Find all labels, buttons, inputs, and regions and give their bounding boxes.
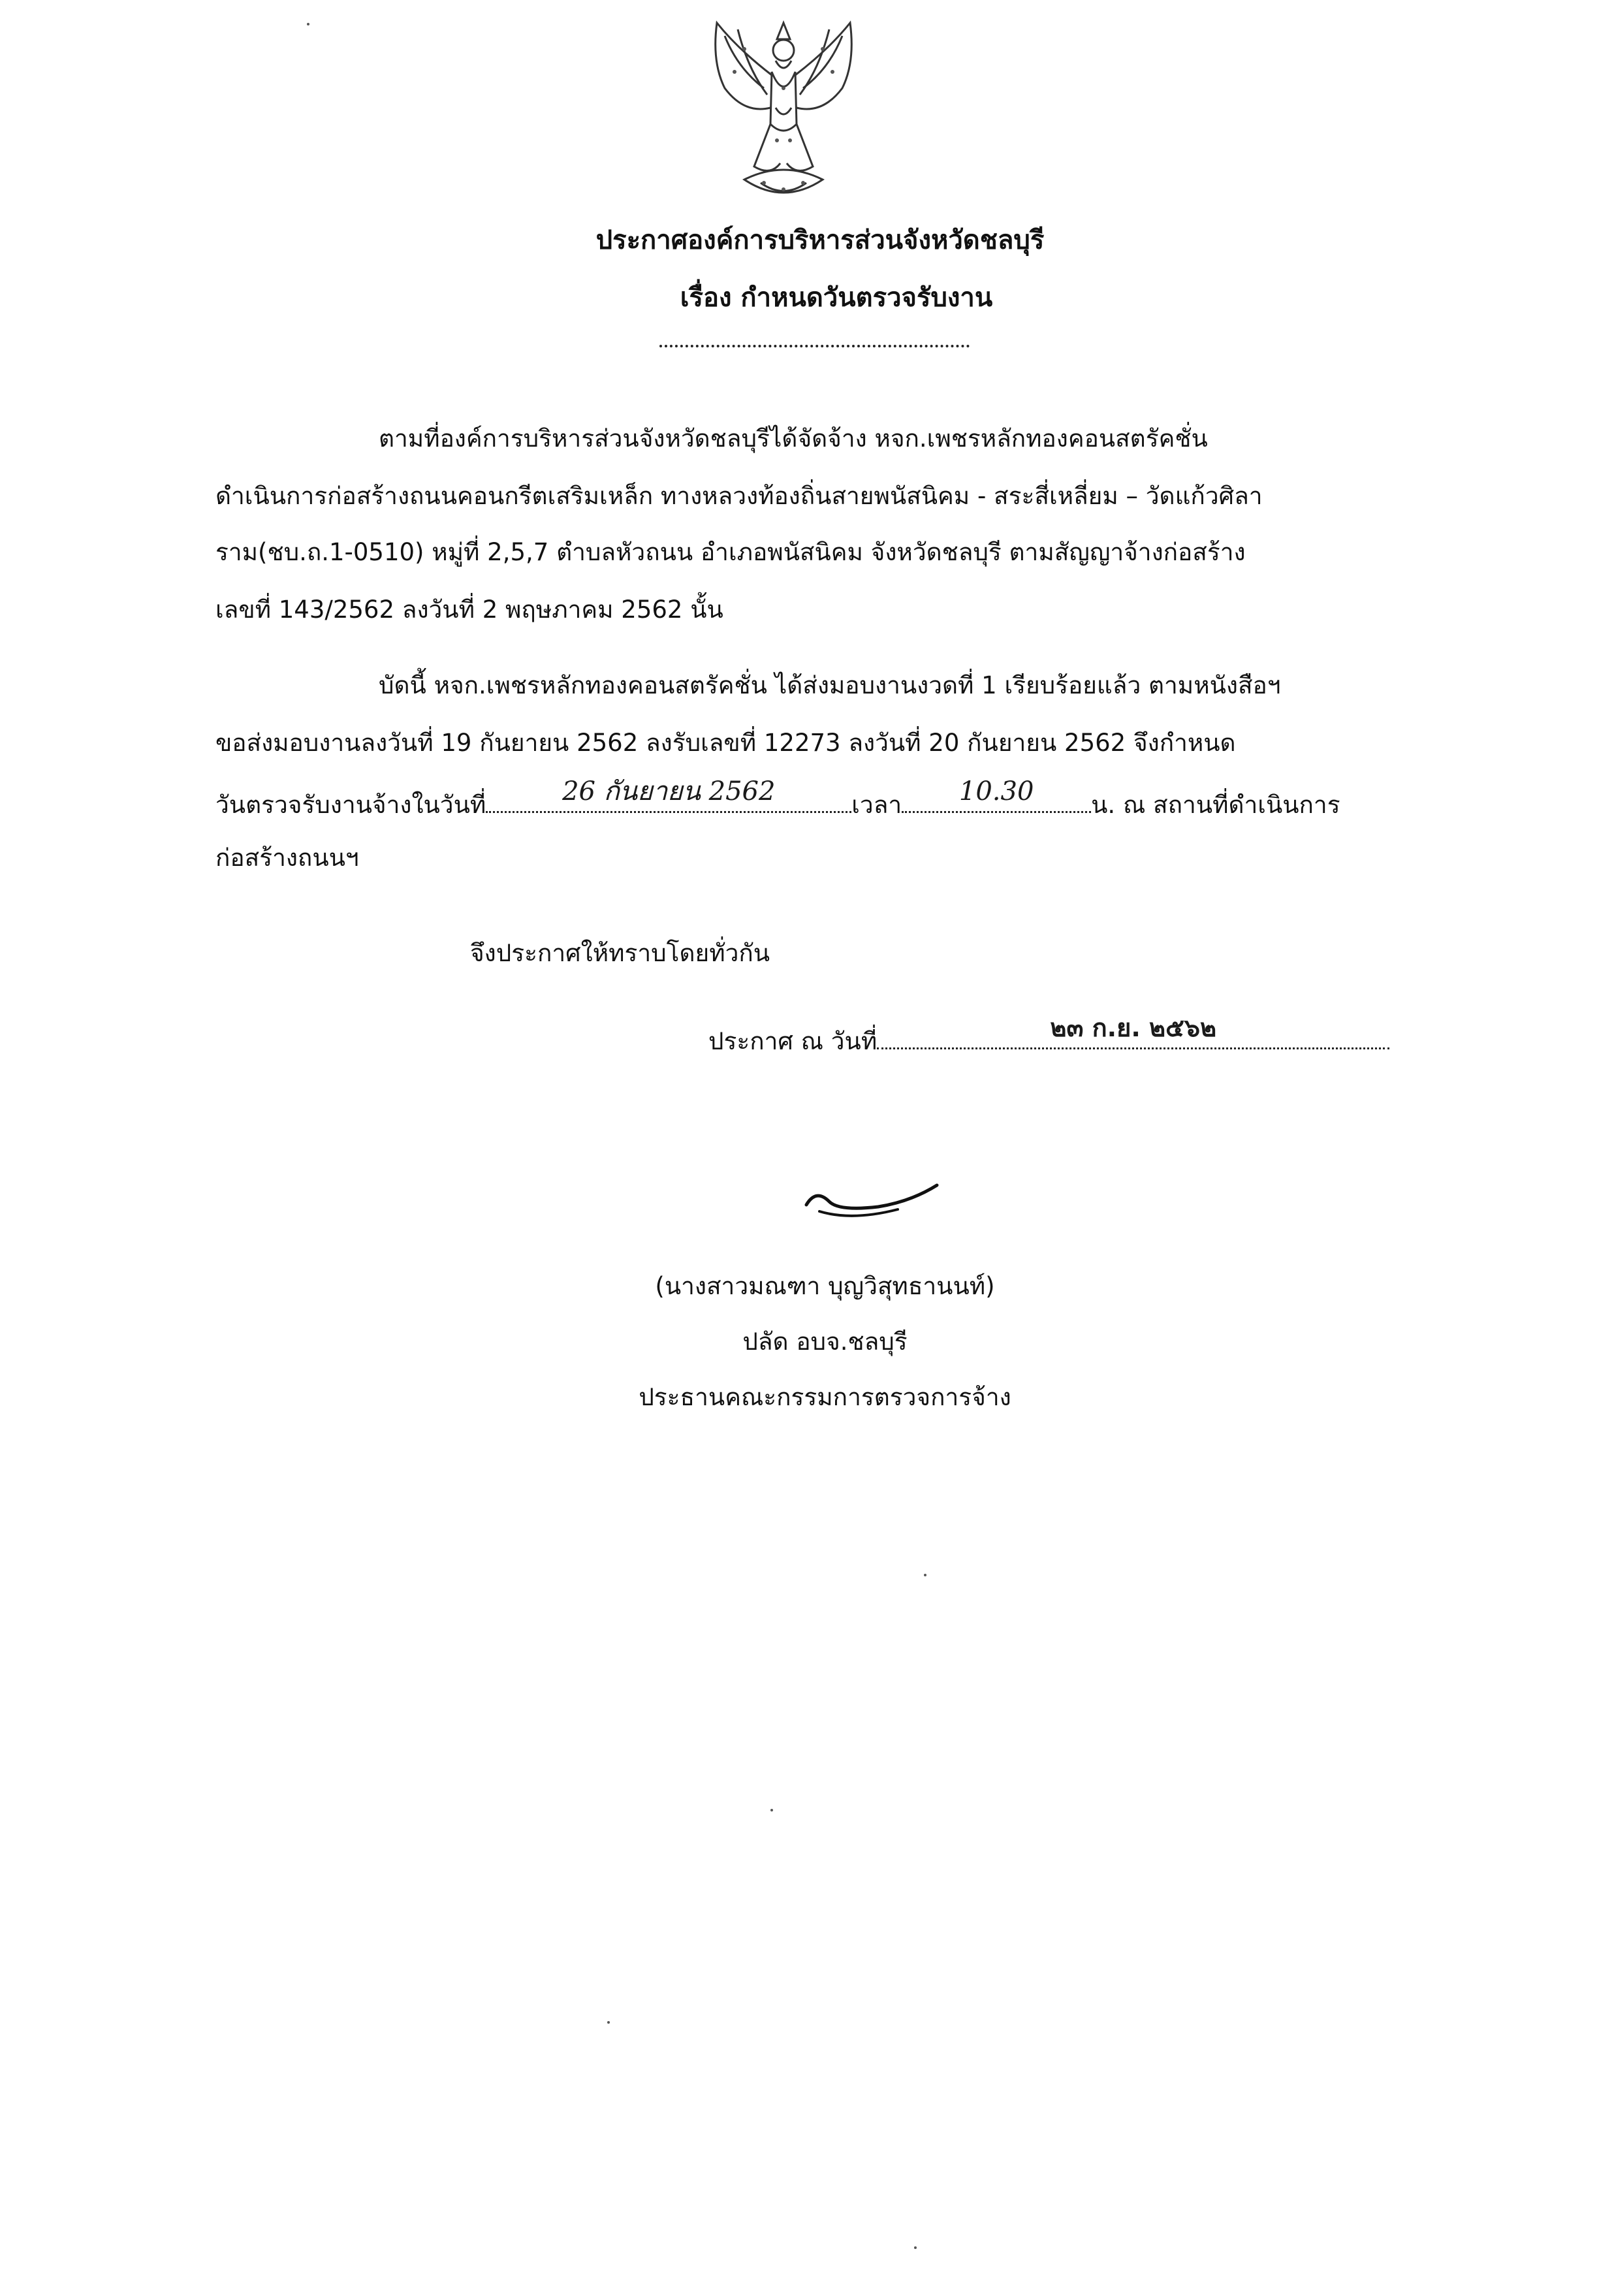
inspection-time-label: เวลา (851, 791, 902, 819)
signatory-position: ปลัด อบจ.ชลบุรี (742, 1328, 908, 1356)
scan-speck (770, 1809, 773, 1811)
para1-line3: ราม(ชบ.ถ.1-0510) หมู่ที่ 2,5,7 ตำบลหัวถนน อำเภอพนัสนิคม จังหวัดชลบุรี ตามสัญญาจ้างก่อสร้าง (215, 538, 1246, 566)
para1-line4: เลขที่ 143/2562 ลงวันที่ 2 พฤษภาคม 2562 นั้น (215, 596, 723, 624)
signature-mark-icon (800, 1175, 943, 1234)
signatory-name: (นางสาวมณฑา บุญวิสุทธานนท์) (655, 1272, 995, 1300)
announce-date-line (708, 1013, 1389, 1061)
para2-line1: บัดนี้ หจก.เพชรหลักทองคอนสตรัคชั่น ได้ส่งมอบงานงวดที่ 1 เรียบร้อยแล้ว ตามหนังสือฯ (379, 671, 1281, 699)
para1-line2: ดำเนินการก่อสร้างถนนคอนกรีตเสริมเหล็ก ทางหลวงท้องถิ่นสายพนัสนิคม - สระสี่เหลี่ยม – วัดแก้วศิลา (215, 482, 1263, 510)
document-title: ประกาศองค์การบริหารส่วนจังหวัดชลบุรี (595, 225, 1045, 255)
scan-speck (914, 2246, 917, 2249)
closing-statement: จึงประกาศให้ทราบโดยทั่วกัน (470, 939, 770, 967)
stamped-announce-date: ๒๓ ก.ย. ๒๕๖๒ (1050, 1013, 1217, 1042)
inspection-date-label: วันตรวจรับงานจ้างในวันที่ (215, 791, 486, 819)
inspection-location-text: น. ณ สถานที่ดำเนินการ (1091, 791, 1340, 819)
announce-date-field (877, 1013, 1389, 1049)
title-dotted-divider (659, 345, 970, 347)
para2-line3 (215, 776, 1340, 825)
para2-line2: ขอส่งมอบงานลงวันที่ 19 กันยายน 2562 ลงรับเลขที่ 12273 ลงวันที่ 20 กันยายน 2562 จึงกำหนด (215, 729, 1236, 757)
scan-speck (607, 2021, 610, 2024)
inspection-time-field (902, 776, 1091, 813)
handwritten-inspection-time: 10.30 (958, 776, 1034, 806)
para1-line1: ตามที่องค์การบริหารส่วนจังหวัดชลบุรีได้จัดจ้าง หจก.เพชรหลักทองคอนสตรัคชั่น (379, 424, 1208, 453)
scan-speck (924, 1574, 926, 1576)
garuda-emblem-icon (699, 10, 868, 215)
scan-speck (307, 23, 309, 25)
announce-date-label: ประกาศ ณ วันที่ (708, 1027, 878, 1055)
handwritten-inspection-date: 26 กันยายน 2562 (562, 776, 776, 806)
signatory-committee-role: ประธานคณะกรรมการตรวจการจ้าง (639, 1383, 1011, 1411)
para2-line4: ก่อสร้างถนนฯ (215, 844, 359, 872)
inspection-date-field (486, 776, 851, 813)
document-subject: เรื่อง กำหนดวันตรวจรับงาน (680, 283, 993, 313)
